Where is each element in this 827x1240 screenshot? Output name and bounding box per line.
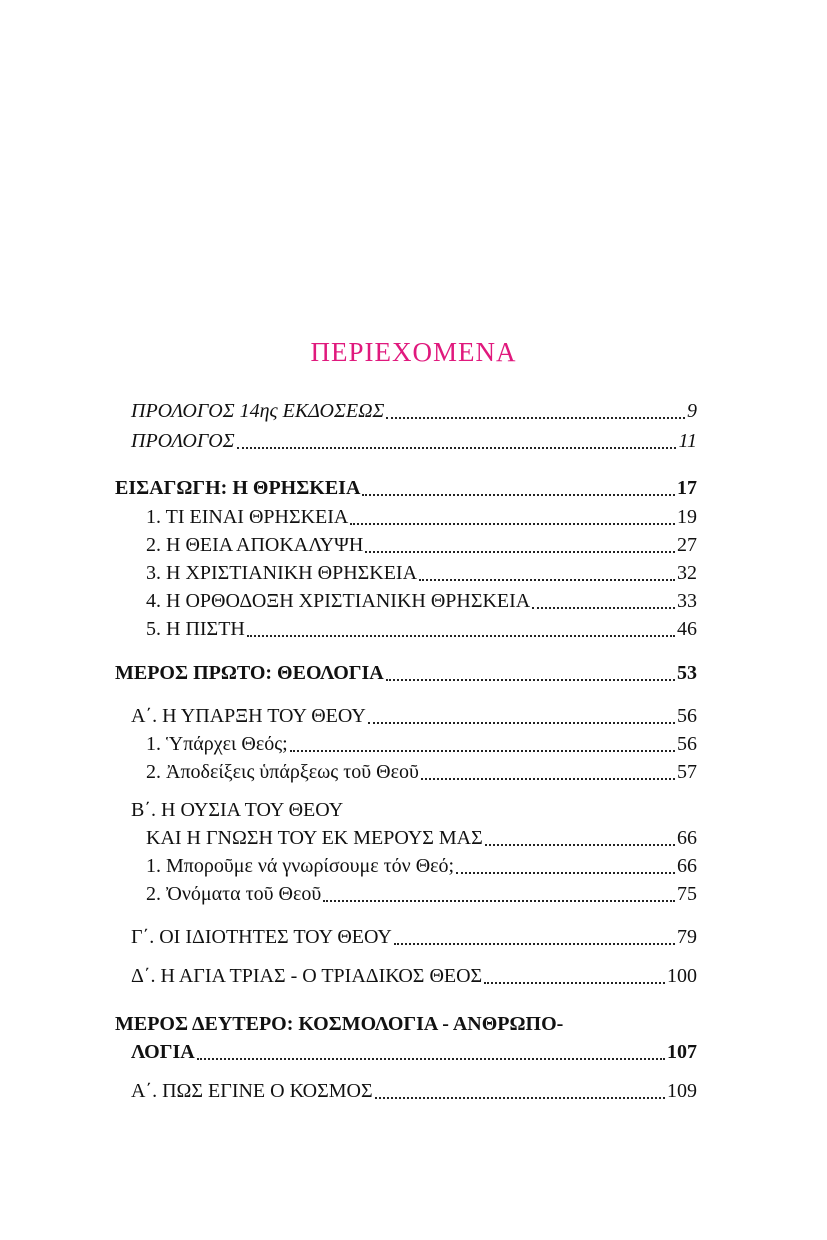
toc-entry-part-one-c (131, 923, 697, 951)
toc-entry-page: 66 (677, 827, 697, 849)
toc-entry-label: Γ΄. ΟΙ ΙΔΙΟΤΗΤΕΣ ΤΟΥ ΘΕΟΥ (131, 926, 392, 948)
leader-dots (247, 635, 675, 637)
toc-entry-introduction (115, 474, 697, 502)
toc-entry-page: 11 (678, 430, 697, 452)
toc-entry-label: 1. Ὑπάρχει Θεός; (146, 733, 288, 755)
toc-entry-label: 2. Η ΘΕΙΑ ΑΠΟΚΑΛΥΨΗ (146, 534, 364, 556)
toc-entry-label: ΠΡΟΛΟΓΟΣ 14ης ΕΚΔΟΣΕΩΣ (131, 400, 385, 422)
toc-entry-page: 32 (677, 562, 697, 584)
leader-dots (485, 844, 675, 846)
toc-entry-page: 56 (677, 733, 697, 755)
toc-entry-part-two-line1: ΜΕΡΟΣ ΔΕΥΤΕΡΟ: ΚΟΣΜΟΛΟΓΙΑ - ΑΝΘΡΩΠΟ- (115, 1013, 564, 1035)
leader-dots (456, 872, 675, 874)
toc-entry-part-one (115, 659, 697, 687)
toc-entry-page: 33 (677, 590, 697, 612)
leader-dots (532, 607, 675, 609)
leader-dots (484, 982, 665, 984)
toc-entry-label: Α΄. ΠΩΣ ΕΓΙΝΕ Ο ΚΟΣΜΟΣ (131, 1080, 373, 1102)
toc-entry-label: ΛΟΓΙΑ (131, 1041, 195, 1063)
page-title: ΠΕΡΙΕΧΟΜΕΝΑ (310, 337, 517, 367)
toc-entry-intro-5 (146, 615, 697, 643)
leader-dots (323, 900, 675, 902)
leader-dots (386, 417, 685, 419)
toc-entry-label: 1. Μποροῦμε νά γνωρίσουμε τόν Θεό; (146, 855, 455, 877)
leader-dots (365, 551, 675, 553)
toc-entry-page: 109 (667, 1080, 697, 1102)
toc-entry-page: 53 (677, 662, 697, 684)
leader-dots (350, 523, 675, 525)
toc-entry-page: 75 (677, 883, 697, 905)
toc-entry-prologue (131, 427, 697, 455)
leader-dots (419, 579, 675, 581)
leader-dots (368, 722, 675, 724)
leader-dots (386, 679, 675, 681)
toc-entry-part-one-b-1 (146, 852, 697, 880)
toc-entry-page: 100 (667, 965, 697, 987)
toc-entry-page: 57 (677, 761, 697, 783)
leader-dots (362, 494, 675, 496)
toc-entry-label: 2. Ὀνόματα τοῦ Θεοῦ (146, 883, 322, 905)
toc-entry-part-one-a-1 (146, 730, 697, 758)
leader-dots (237, 447, 677, 449)
toc-entry-prologue-14th-edition (131, 397, 697, 425)
toc-entry-page: 56 (677, 705, 697, 727)
toc-entry-intro-1 (146, 503, 697, 531)
toc-entry-intro-4 (146, 587, 697, 615)
toc-entry-page: 17 (677, 477, 697, 499)
toc-entry-part-one-a (131, 702, 697, 730)
toc-entry-intro-2 (146, 531, 697, 559)
toc-entry-part-one-d (131, 962, 697, 990)
toc-entry-part-one-b-line1: Β΄. Η ΟΥΣΙΑ ΤΟΥ ΘΕΟΥ (131, 799, 344, 821)
toc-entry-page: 79 (677, 926, 697, 948)
toc-entry-label: ΚΑΙ Η ΓΝΩΣΗ ΤΟΥ ΕΚ ΜΕΡΟΥΣ ΜΑΣ (146, 827, 483, 849)
toc-entry-label: 5. Η ΠΙΣΤΗ (146, 618, 245, 640)
toc-entry-part-one-b-2 (146, 880, 697, 908)
toc-entry-page: 19 (677, 506, 697, 528)
toc-entry-intro-3 (146, 559, 697, 587)
toc-entry-label: 1. ΤΙ ΕΙΝΑΙ ΘΡΗΣΚΕΙΑ (146, 506, 349, 528)
toc-entry-part-one-b (146, 824, 697, 852)
toc-entry-page: 107 (667, 1041, 697, 1063)
toc-entry-label: ΕΙΣΑΓΩΓΗ: Η ΘΡΗΣΚΕΙΑ (115, 477, 361, 499)
toc-entry-page: 66 (677, 855, 697, 877)
toc-entry-part-two-a (131, 1077, 697, 1105)
toc-entry-part-two (131, 1038, 697, 1066)
toc-entry-label: ΠΡΟΛΟΓΟΣ (131, 430, 235, 452)
toc-entry-label: 3. Η ΧΡΙΣΤΙΑΝΙΚΗ ΘΡΗΣΚΕΙΑ (146, 562, 418, 584)
toc-entry-label: 2. Ἀποδείξεις ὑπάρξεως τοῦ Θεοῦ (146, 761, 419, 783)
toc-entry-page: 46 (677, 618, 697, 640)
leader-dots (394, 943, 675, 945)
leader-dots (290, 750, 675, 752)
toc-entry-label: Α΄. Η ΥΠΑΡΞΗ ΤΟΥ ΘΕΟΥ (131, 705, 366, 727)
toc-entry-label: 4. Η ΟΡΘΟΔΟΞΗ ΧΡΙΣΤΙΑΝΙΚΗ ΘΡΗΣΚΕΙΑ (146, 590, 531, 612)
leader-dots (375, 1097, 665, 1099)
toc-entry-label: Δ΄. Η ΑΓΙΑ ΤΡΙΑΣ - Ο ΤΡΙΑΔΙΚΟΣ ΘΕΟΣ (131, 965, 483, 987)
leader-dots (197, 1058, 665, 1060)
toc-entry-label: ΜΕΡΟΣ ΠΡΩΤΟ: ΘΕΟΛΟΓΙΑ (115, 662, 384, 684)
leader-dots (421, 778, 675, 780)
toc-entry-page: 27 (677, 534, 697, 556)
toc-entry-part-one-a-2 (146, 758, 697, 786)
toc-entry-page: 9 (687, 400, 697, 422)
